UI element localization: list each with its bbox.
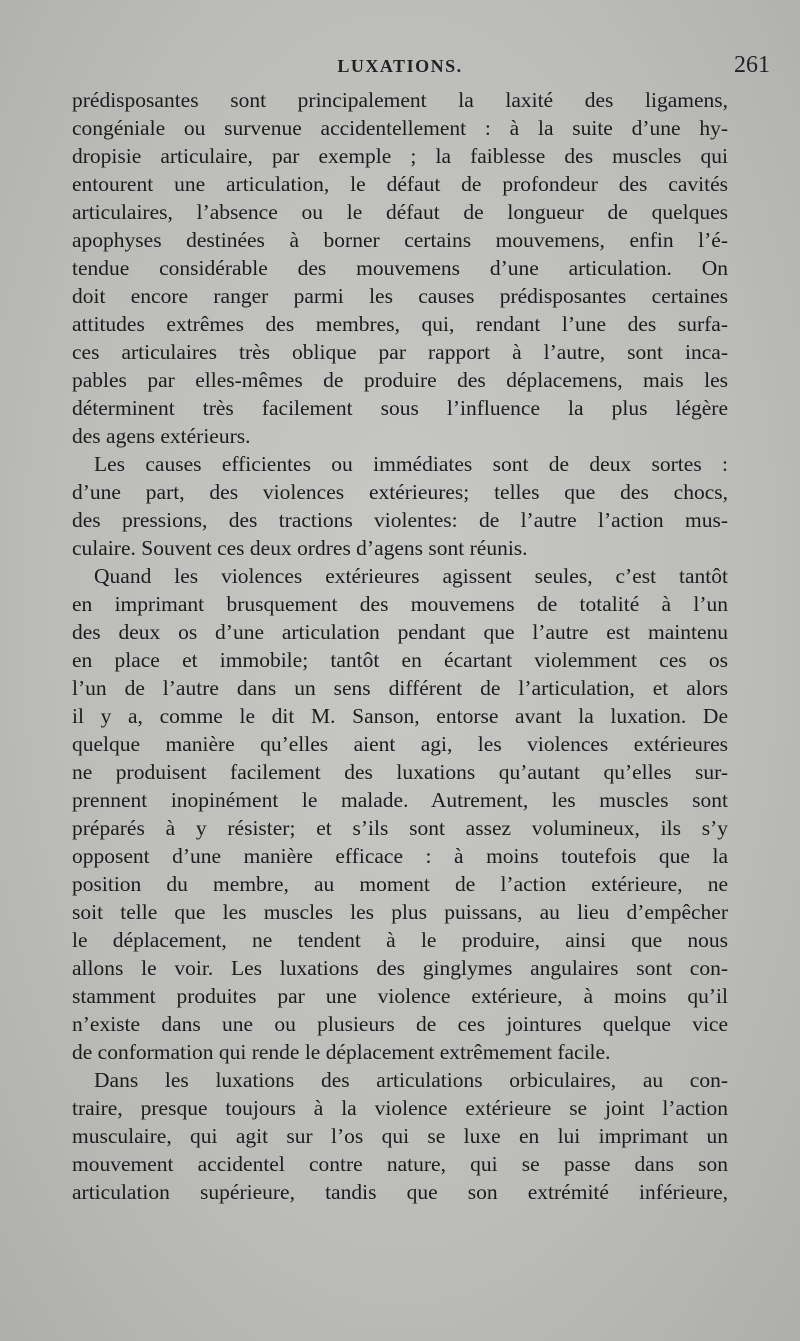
text-line: en place et immobile; tantôt en écartant violemment ces os xyxy=(72,648,728,672)
text-line: Dans les luxations des articulations orbiculaires, au con- xyxy=(94,1068,728,1092)
text-line: doit encore ranger parmi les causes prédisposantes certaines xyxy=(72,284,728,308)
text-line: Quand les violences extérieures agissent seules, c’est tantôt xyxy=(94,564,728,588)
text-line: soit telle que les muscles les plus puissans, au lieu d’empêcher xyxy=(72,900,728,924)
text-line: prennent inopinément le malade. Autrement, les muscles sont xyxy=(72,788,728,812)
text-line: quelque manière qu’elles aient agi, les violences extérieures xyxy=(72,732,728,756)
text-line: ne produisent facilement des luxations qu’autant qu’elles sur- xyxy=(72,760,728,784)
text-line: d’une part, des violences extérieures; telles que des chocs, xyxy=(72,480,728,504)
text-line: allons le voir. Les luxations des ginglymes angulaires sont con- xyxy=(72,956,728,980)
text-line: mouvement accidentel contre nature, qui se passe dans son xyxy=(72,1152,728,1176)
text-line: entourent une articulation, le défaut de profondeur des cavités xyxy=(72,172,728,196)
text-line: pables par elles-mêmes de produire des déplacemens, mais les xyxy=(72,368,728,392)
text-line: culaire. Souvent ces deux ordres d’agens sont réunis. xyxy=(72,536,528,560)
text-line: des agens extérieurs. xyxy=(72,424,251,448)
text-line: dropisie articulaire, par exemple ; la faiblesse des muscles qui xyxy=(72,144,728,168)
text-line: attitudes extrêmes des membres, qui, rendant l’une des surfa- xyxy=(72,312,728,336)
text-line: Les causes efficientes ou immédiates sont de deux sortes : xyxy=(94,452,728,476)
text-line: des pressions, des tractions violentes: de l’autre l’action mus- xyxy=(72,508,728,532)
text-line: le déplacement, ne tendent à le produire, ainsi que nous xyxy=(72,928,728,952)
text-line: n’existe dans une ou plusieurs de ces jointures quelque vice xyxy=(72,1012,728,1036)
text-line: préparés à y résister; et s’ils sont assez volumineux, ils s’y xyxy=(72,816,728,840)
text-line: articulation supérieure, tandis que son extrémité inférieure, xyxy=(72,1180,728,1204)
text-line: opposent d’une manière efficace : à moins toutefois que la xyxy=(72,844,728,868)
text-line: prédisposantes sont principalement la laxité des ligamens, xyxy=(72,88,728,112)
text-line: l’un de l’autre dans un sens différent de l’articulation, et alors xyxy=(72,676,728,700)
text-line: congéniale ou survenue accidentellement : à la suite d’une hy- xyxy=(72,116,728,140)
text-line: position du membre, au moment de l’action extérieure, ne xyxy=(72,872,728,896)
text-line: articulaires, l’absence ou le défaut de longueur de quelques xyxy=(72,200,728,224)
page-number: 261 xyxy=(734,52,770,78)
text-line: des deux os d’une articulation pendant que l’autre est maintenu xyxy=(72,620,728,644)
text-line: stamment produites par une violence extérieure, à moins qu’il xyxy=(72,984,728,1008)
running-title: LUXATIONS. xyxy=(337,56,463,76)
text-line: déterminent très facilement sous l’influence la plus légère xyxy=(72,396,728,420)
text-line: apophyses destinées à borner certains mouvemens, enfin l’é- xyxy=(72,228,728,252)
text-line: tendue considérable des mouvemens d’une articulation. On xyxy=(72,256,728,280)
text-line: de conformation qui rende le déplacement extrêmement facile. xyxy=(72,1040,611,1064)
text-line: ces articulaires très oblique par rapport à l’autre, sont inca- xyxy=(72,340,728,364)
text-line: en imprimant brusquement des mouvemens de totalité à l’un xyxy=(72,592,728,616)
text-line: musculaire, qui agit sur l’os qui se luxe en lui imprimant un xyxy=(72,1124,728,1148)
body-text xyxy=(72,86,728,1206)
text-line: traire, presque toujours à la violence extérieure se joint l’action xyxy=(72,1096,728,1120)
text-line: il y a, comme le dit M. Sanson, entorse avant la luxation. De xyxy=(72,704,728,728)
running-head xyxy=(0,52,800,82)
